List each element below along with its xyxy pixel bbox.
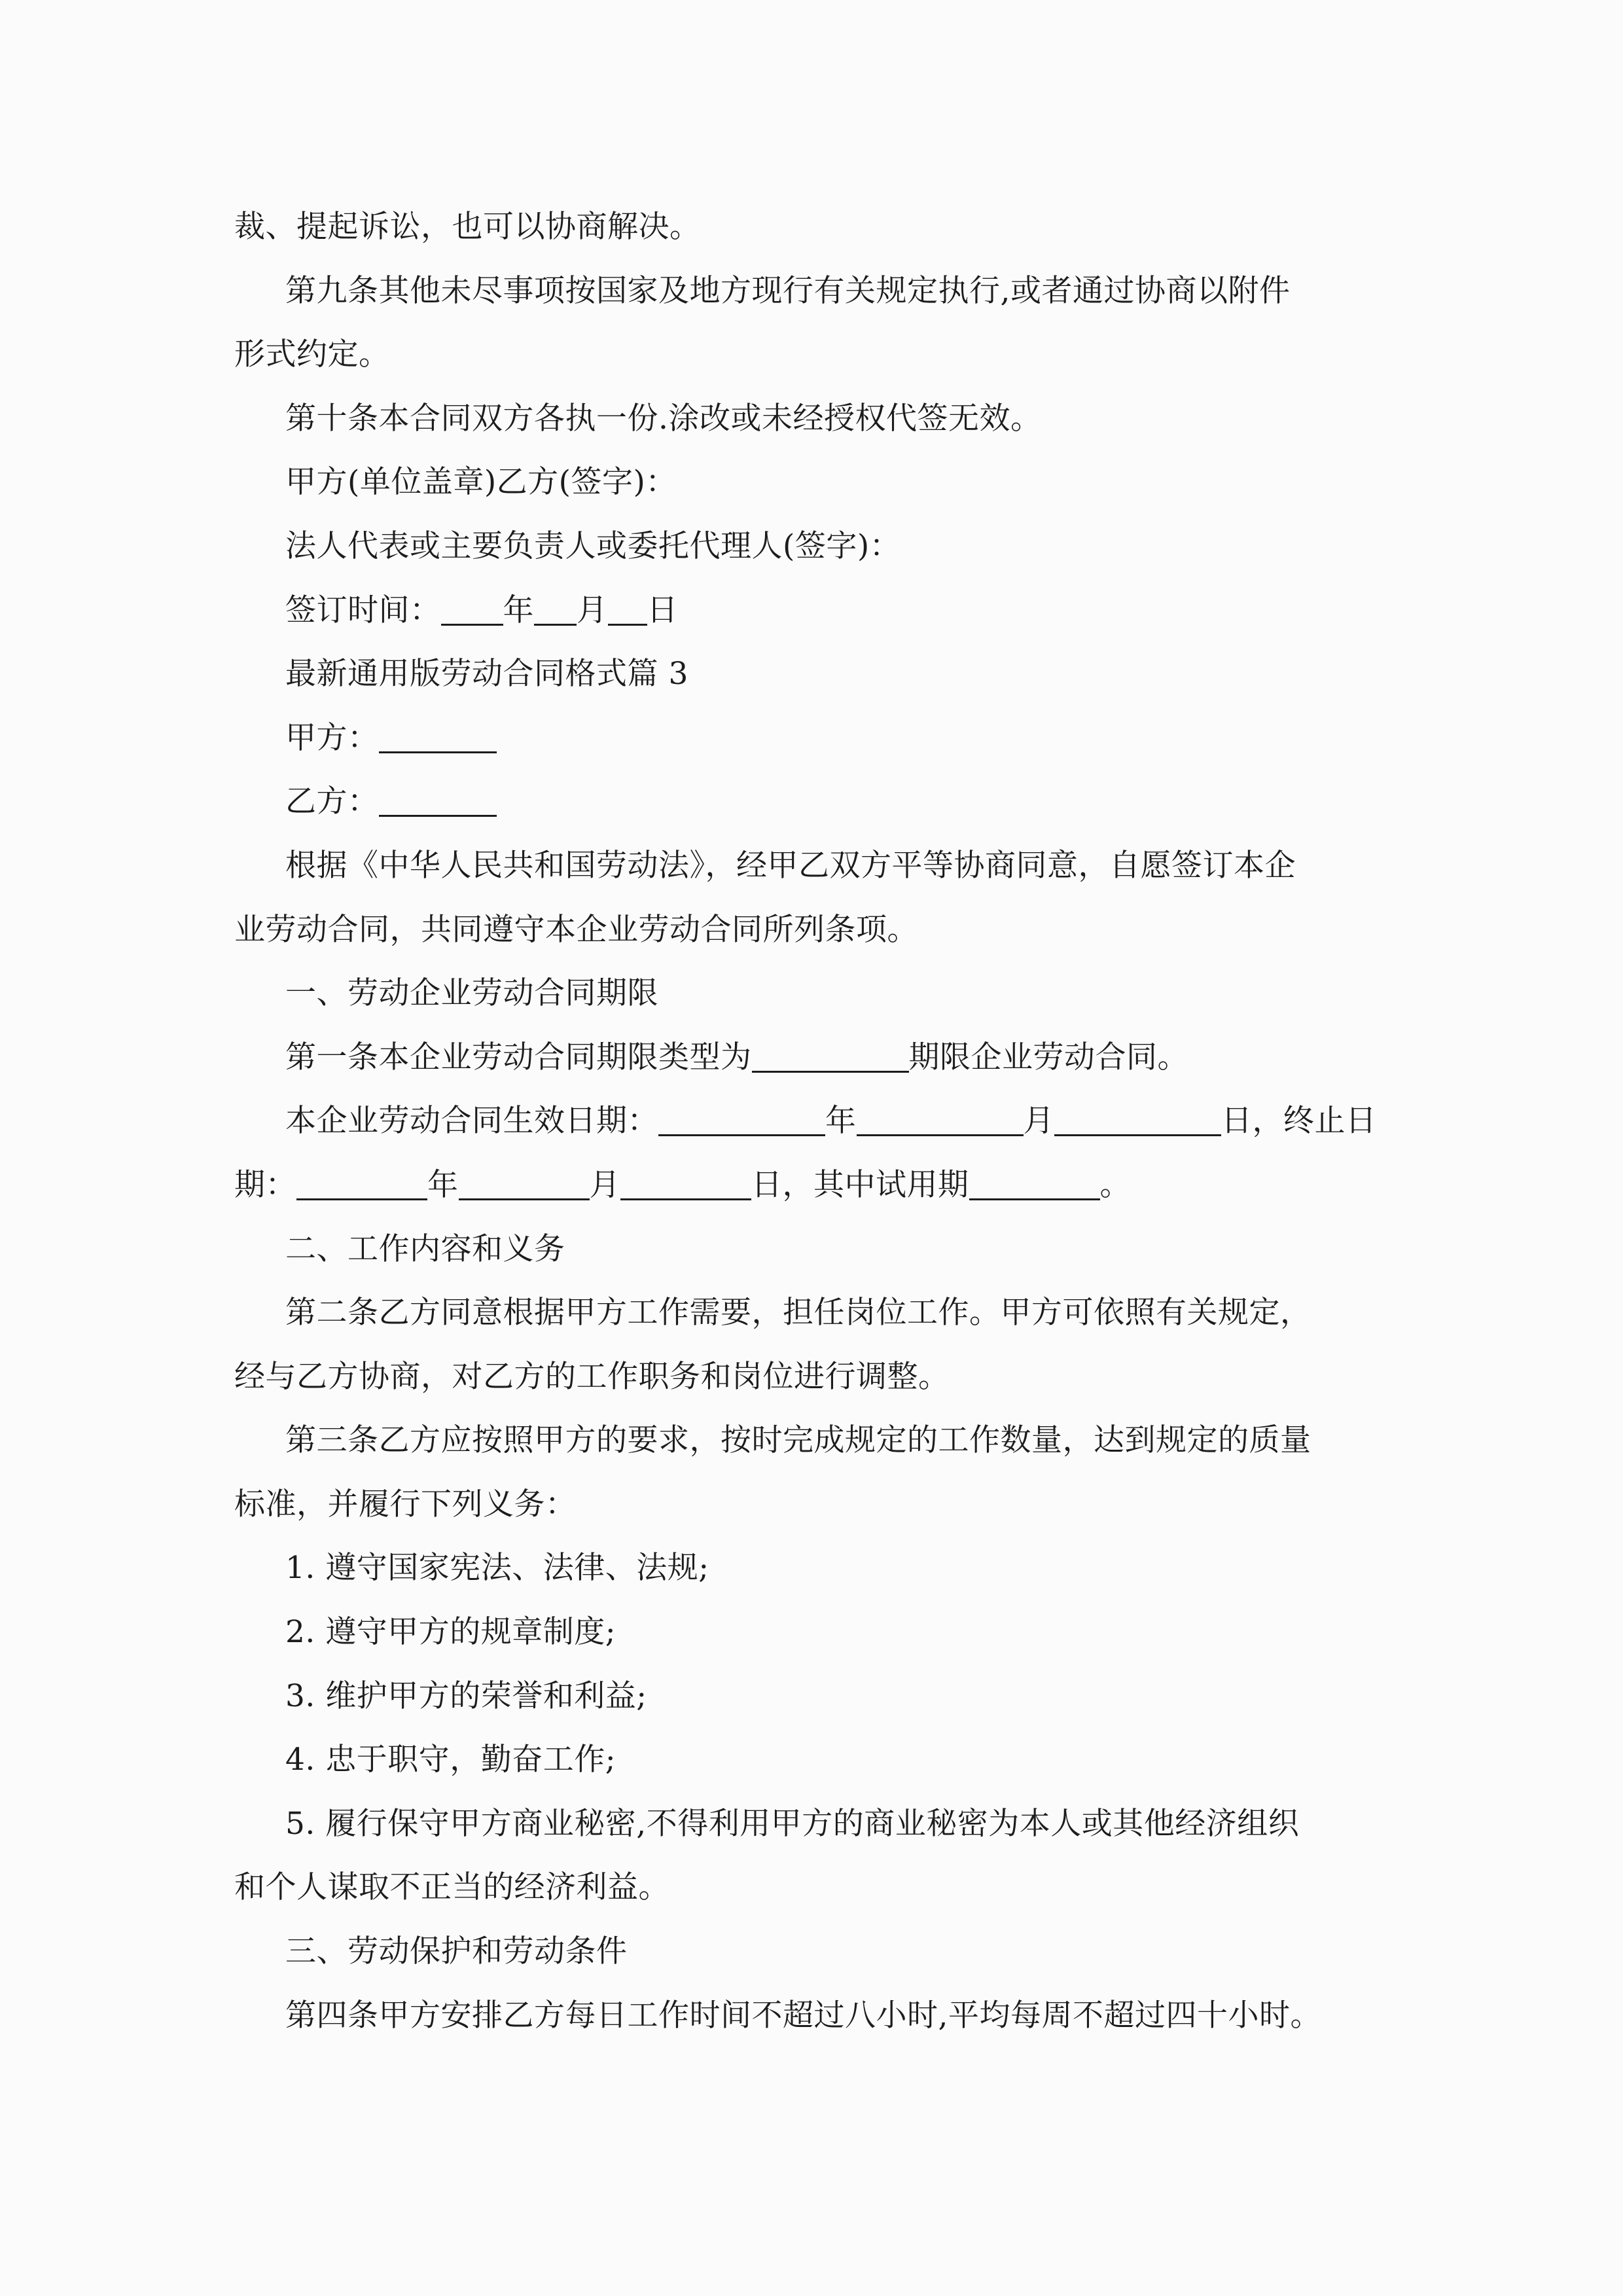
document-line: [234, 1984, 1393, 2048]
fill-in-blank: [608, 619, 647, 626]
document-line: [234, 514, 1393, 579]
document-line: [234, 195, 1393, 259]
document-line: [234, 1408, 1393, 1473]
fill-in-blank: [441, 619, 503, 626]
text-run: 2. 遵守甲方的规章制度;: [285, 1614, 616, 1651]
document-line: [234, 1600, 1393, 1664]
fill-in-blank: [969, 1193, 1100, 1200]
document-line: [234, 1281, 1393, 1345]
document-line: [234, 450, 1393, 514]
document-line: [234, 898, 1393, 962]
document-line: [234, 1664, 1393, 1729]
document-line: [234, 770, 1393, 834]
text-run: 日，终止日: [1221, 1103, 1377, 1139]
text-run: 第三条乙方应按照甲方的要求，按时完成规定的工作数量，达到规定的质量: [285, 1422, 1311, 1459]
text-run: 第一条本企业劳动合同期限类型为: [285, 1039, 752, 1075]
document-line: [234, 1089, 1393, 1153]
document-line: [234, 706, 1393, 770]
document-line: [234, 1728, 1393, 1792]
text-run: 年: [825, 1103, 857, 1139]
document-line: [234, 1345, 1393, 1409]
fill-in-blank: [857, 1129, 1024, 1136]
text-run: 标准，并履行下列义务：: [234, 1486, 577, 1522]
text-run: 甲方(单位盖章)乙方(签字)：: [285, 464, 677, 501]
text-run: 5. 履行保守甲方商业秘密,不得利用甲方的商业秘密为本人或其他经济组织: [285, 1805, 1300, 1842]
document-line: [234, 834, 1393, 898]
text-run: 第二条乙方同意根据甲方工作需要，担任岗位工作。甲方可依照有关规定，: [285, 1295, 1311, 1331]
document-line: [234, 387, 1393, 451]
text-run: 签订时间：: [285, 592, 441, 628]
text-run: 三、劳动保护和劳动条件: [285, 1933, 628, 1970]
fill-in-blank: [658, 1129, 825, 1136]
text-run: 第四条甲方安排乙方每日工作时间不超过八小时,平均每周不超过四十小时。: [285, 1997, 1321, 2034]
text-run: 1. 遵守国家宪法、法律、法规;: [285, 1550, 709, 1587]
text-run: 第九条其他未尽事项按国家及地方现行有关规定执行,或者通过协商以附件: [285, 272, 1291, 309]
document-line: [234, 961, 1393, 1026]
text-run: 法人代表或主要负责人或委托代理人(签字)：: [285, 528, 901, 564]
text-run: 日: [647, 592, 678, 628]
fill-in-blank: [620, 1193, 751, 1200]
text-run: 4. 忠于职守，勤奋工作;: [285, 1742, 616, 1778]
text-run: 和个人谋取不正当的经济利益。: [234, 1869, 669, 1906]
fill-in-blank: [1054, 1129, 1221, 1136]
text-run: 期：: [234, 1166, 296, 1203]
text-run: 二、工作内容和义务: [285, 1230, 565, 1267]
document-line: [234, 1856, 1393, 1920]
text-run: 形式约定。: [234, 336, 390, 373]
document-line: [234, 259, 1393, 323]
text-run: 3. 维护甲方的荣誉和利益;: [285, 1677, 647, 1714]
document-line: [234, 1792, 1393, 1856]
text-run: 甲方：: [285, 719, 379, 756]
document-line: [234, 1217, 1393, 1282]
text-run: 乙方：: [285, 783, 379, 820]
text-run: 最新通用版劳动合同格式篇 3: [285, 656, 688, 692]
document-line: [234, 1026, 1393, 1090]
text-run: 根据《中华人民共和国劳动法》，经甲乙双方平等协商同意，自愿签订本企: [285, 847, 1296, 884]
fill-in-blank: [296, 1193, 427, 1200]
document-line: [234, 1536, 1393, 1600]
text-run: 裁、提起诉讼，也可以协商解决。: [234, 209, 701, 245]
document-line: [234, 579, 1393, 643]
document-line: [234, 1473, 1393, 1537]
text-run: 月: [577, 592, 608, 628]
fill-in-blank: [379, 746, 497, 753]
fill-in-blank: [459, 1193, 590, 1200]
document-line: [234, 1153, 1393, 1217]
fill-in-blank: [534, 619, 577, 626]
text-run: 第十条本合同双方各执一份.涂改或未经授权代签无效。: [285, 400, 1042, 437]
fill-in-blank: [379, 810, 497, 817]
text-run: 日，其中试用期: [751, 1166, 969, 1203]
text-run: 年: [427, 1166, 459, 1203]
text-run: 。: [1099, 1166, 1131, 1203]
text-run: 年: [503, 592, 534, 628]
text-run: 一、劳动企业劳动合同期限: [285, 975, 658, 1012]
document-content: [234, 195, 1393, 2047]
document-line: [234, 1920, 1393, 1984]
text-run: 业劳动合同，共同遵守本企业劳动合同所列条项。: [234, 911, 918, 948]
text-run: 月: [589, 1166, 620, 1203]
document-line: [234, 642, 1393, 706]
document-line: [234, 323, 1393, 387]
text-run: 月: [1023, 1103, 1054, 1139]
fill-in-blank: [752, 1066, 909, 1073]
text-run: 期限企业劳动合同。: [908, 1039, 1188, 1075]
text-run: 经与乙方协商，对乙方的工作职务和岗位进行调整。: [234, 1358, 950, 1395]
text-run: 本企业劳动合同生效日期：: [285, 1103, 658, 1139]
